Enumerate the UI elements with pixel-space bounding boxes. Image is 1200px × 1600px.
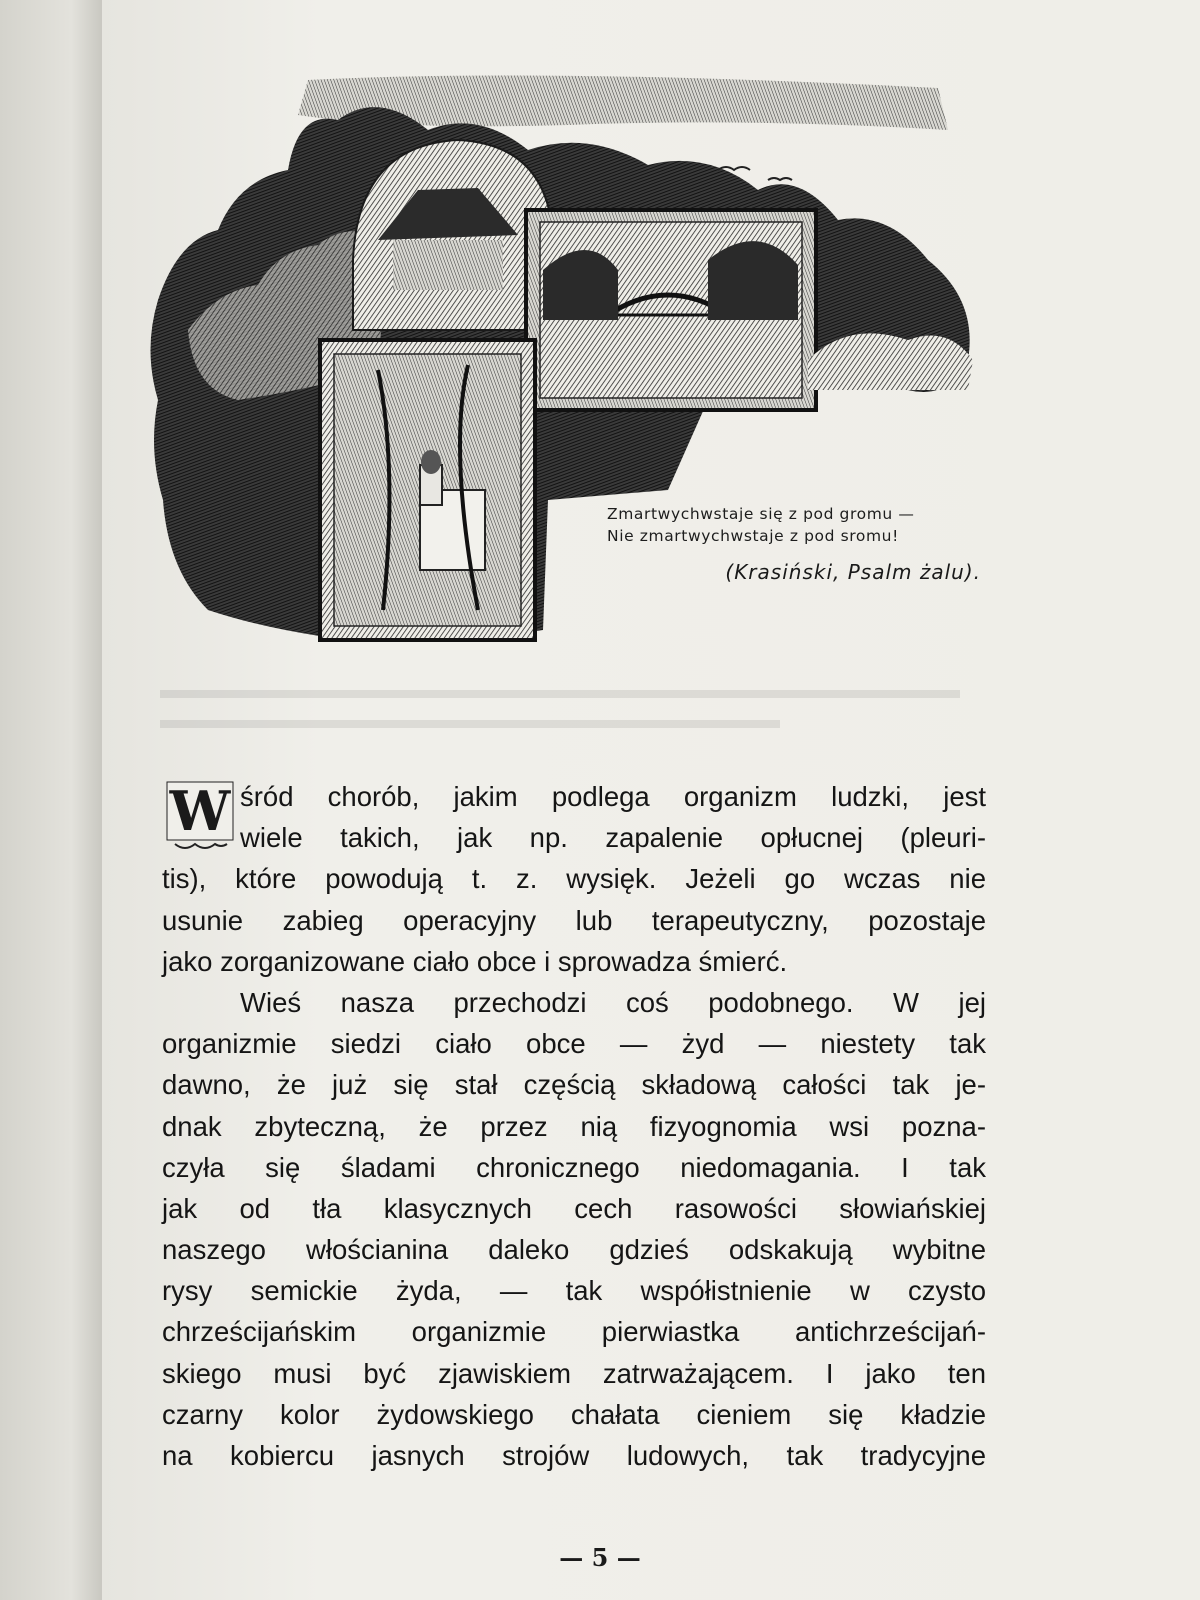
text-line: wiele takich, jak np. zapalenie opłucnej (pleuri- bbox=[240, 822, 986, 854]
text-line: czyła się śladami chronicznego niedomagania. I tak bbox=[162, 1151, 986, 1183]
text-line: jako zorganizowane ciało obce i sprowadza śmierć. bbox=[162, 945, 788, 977]
bleed-through-text bbox=[160, 680, 980, 740]
text-line: Wieś nasza przechodzi coś podobnego. W jej bbox=[240, 986, 986, 1018]
text-line: naszego włościanina daleko gdzieś odskakują wybitne bbox=[162, 1234, 986, 1266]
text-line: na kobiercu jasnych strojów ludowych, tak tradycyjne bbox=[162, 1440, 986, 1471]
body-text bbox=[162, 776, 986, 1476]
text-line: organizmie siedzi ciało obce — żyd — niestety tak bbox=[162, 1028, 986, 1060]
text-line: chrześcijańskim organizmie pierwiastka antichrześcijań- bbox=[162, 1316, 986, 1348]
epigraph-line: Nie zmartwychwstaje z pod sromu! bbox=[607, 527, 899, 545]
epigraph-line: Zmartwychwstaje się z pod gromu — bbox=[607, 505, 915, 523]
text-line: tis), które powodują t. z. wysięk. Jeżeli go wczas nie bbox=[162, 863, 986, 895]
text-line: śród chorób, jakim podlega organizm ludzki, jest bbox=[240, 781, 986, 812]
text-line: jak od tła klasycznych cech rasowości słowiańskiej bbox=[162, 1192, 986, 1224]
text-line: czarny kolor żydowskiego chałata cieniem się kładzie bbox=[162, 1398, 986, 1430]
text-line: dnak zbyteczną, że przez nią fizyognomia wsi pozna- bbox=[162, 1110, 986, 1142]
text-line: rysy semickie żyda, — tak współistnienie w czysto bbox=[162, 1275, 986, 1307]
drop-cap-letter: W bbox=[169, 779, 231, 843]
adjacent-page-edge bbox=[0, 0, 102, 1600]
text-line: skiego musi być zjawiskiem zatrważającem. I jako ten bbox=[162, 1357, 986, 1389]
text-line: dawno, że już się stał częścią składową całości tak je- bbox=[162, 1069, 986, 1101]
epigraph bbox=[607, 503, 987, 583]
epigraph-source: (Krasiński, Psalm żalu). bbox=[725, 560, 981, 584]
text-line: usunie zabieg operacyjny lub terapeutyczny, pozostaje bbox=[162, 904, 986, 936]
page-number: — 5 — bbox=[559, 1543, 641, 1572]
